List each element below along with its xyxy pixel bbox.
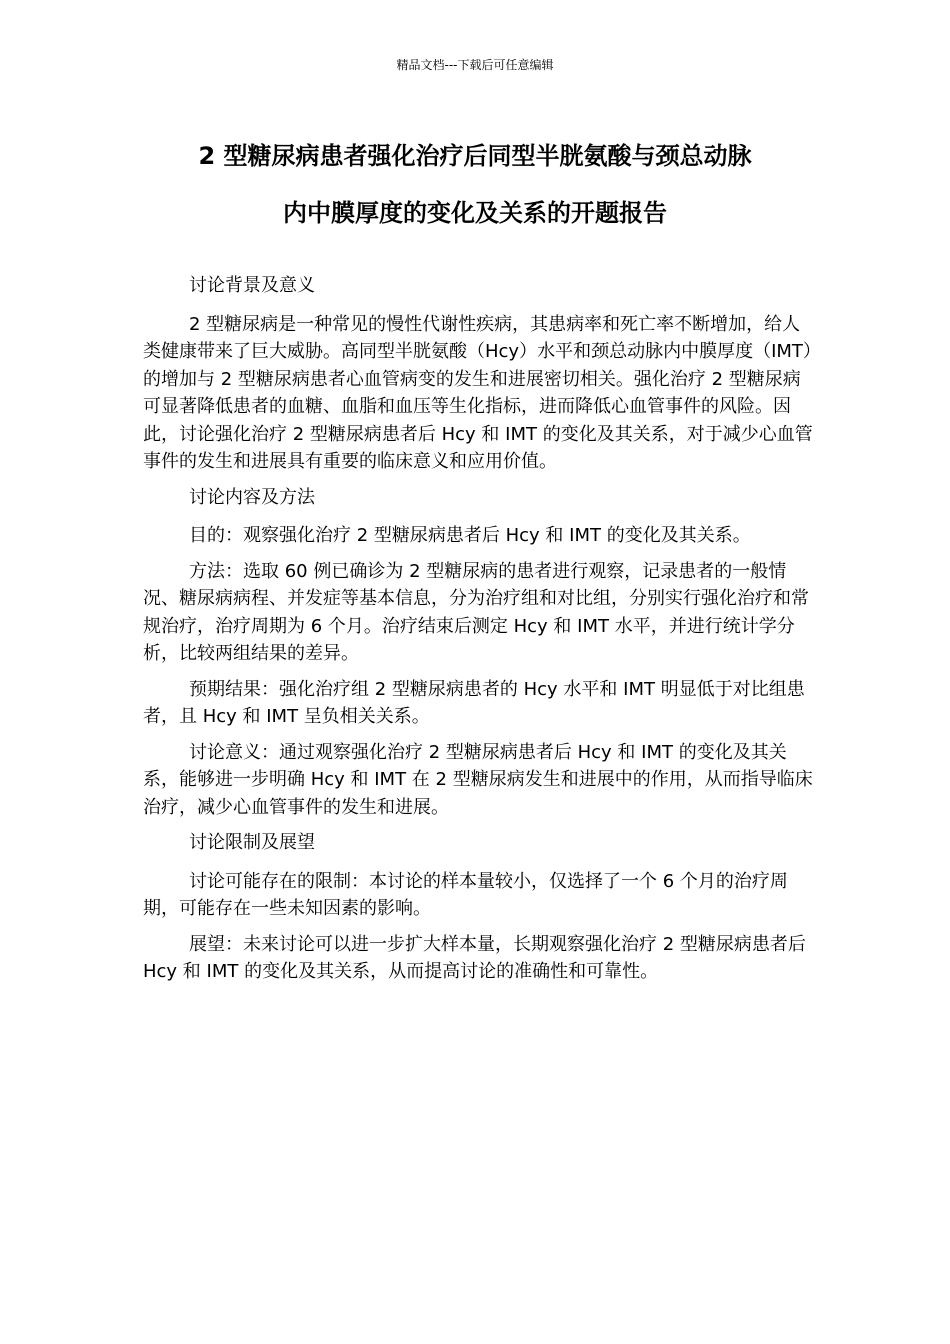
section-heading-methods: 讨论内容及方法 [189, 486, 315, 508]
expected-results-paragraph: 预期结果：强化治疗组 2 型糖尿病患者的 Hcy 水平和 IMT 明显低于对比组患者，且 Hcy 和 IMT 呈负相关关系。 [143, 678, 805, 727]
outlook-paragraph: 展望：未来讨论可以进一步扩大样本量，长期观察强化治疗 2 型糖尿病患者后 Hcy 和 IMT 的变化及其关系，从而提高讨论的准确性和可靠性。 [143, 933, 806, 982]
section-heading-background: 讨论背景及意义 [189, 275, 315, 296]
section-heading-limits: 讨论限制及展望 [189, 832, 315, 853]
aim-paragraph: 目的：观察强化治疗 2 型糖尿病患者后 Hcy 和 IMT 的变化及其关系。 [189, 525, 751, 546]
limits-paragraph: 讨论可能存在的限制：本讨论的样本量较小，仅选择了一个 6 个月的治疗周期，可能存在一些未知因素的影响。 [143, 870, 788, 919]
background-paragraph: 2 型糖尿病是一种常见的慢性代谢性疾病，其患病率和死亡率不断增加，给人类健康带来了巨大威胁。高同型半胱氨酸（Hcy）水平和颈总动脉内中膜厚度（IMT）的增加与 2 型糖尿病患者心血管病变的发生和进展密切相关。强化治疗 2 型糖尿病可显著降低患者的血糖、血脂和血压等生化指标，进而降低心血管事件的风险。因此，讨论强化治疗 2 型糖尿病患者后 Hcy 和 IMT 的变化及其关系，对于减少心血管事件的发生和进展具有重要的临床意义和应用价值。 [143, 313, 813, 472]
document-title-line-2: 内中膜厚度的变化及关系的开题报告 [283, 199, 667, 227]
significance-paragraph: 讨论意义：通过观察强化治疗 2 型糖尿病患者后 Hcy 和 IMT 的变化及其关系，能够进一步明确 Hcy 和 IMT 在 2 型糖尿病发生和进展中的作用，从而指导临床治疗，减少心血管事件的发生和进展。 [143, 741, 813, 818]
document-title-line-1: 2 型糖尿病患者强化治疗后同型半胱氨酸与颈总动脉 [198, 142, 752, 170]
page-header: 精品文档---下载后可任意编辑 [396, 58, 554, 72]
method-paragraph: 方法：选取 60 例已确诊为 2 型糖尿病的患者进行观察，记录患者的一般情况、糖尿病病程、并发症等基本信息，分为治疗组和对比组，分别实行强化治疗和常规治疗，治疗周期为 6 个月。治疗结束后测定 Hcy 和 IMT 水平，并进行统计学分析，比较两组结果的差异。 [143, 560, 809, 664]
document-body [143, 272, 815, 994]
